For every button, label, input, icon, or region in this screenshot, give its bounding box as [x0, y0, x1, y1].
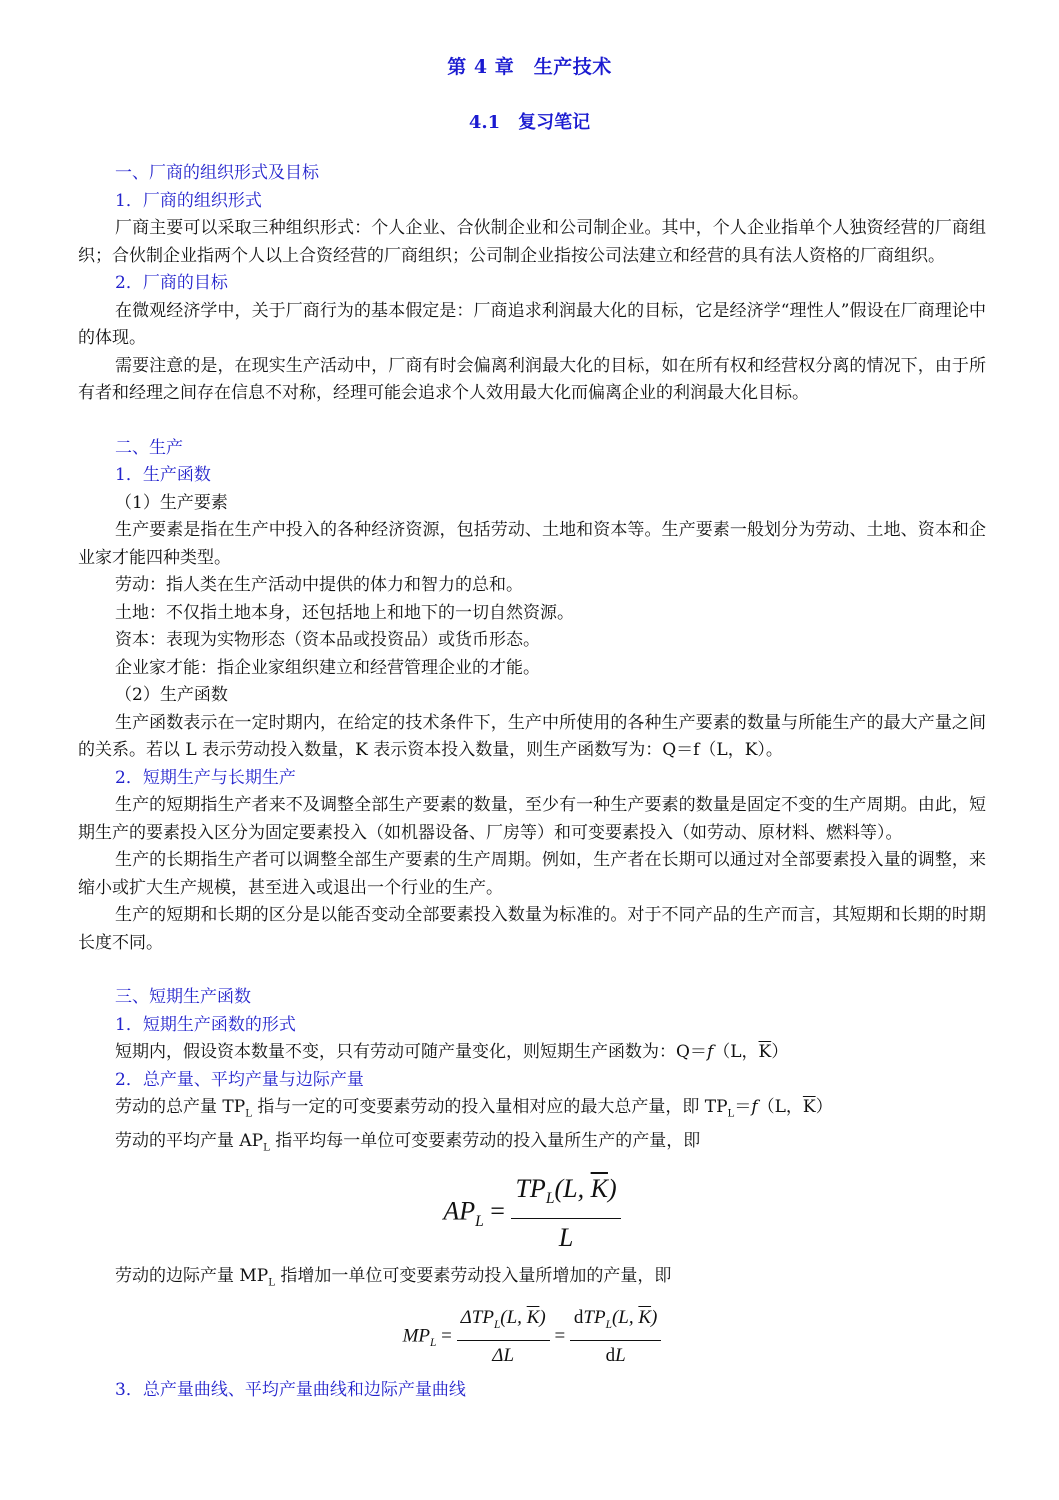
- list-item: 土地：不仅指土地本身，还包括地上和地下的一切自然资源。: [115, 602, 574, 623]
- subheading-1-1: 1．厂商的组织形式: [115, 190, 262, 211]
- fraction: $\frac{dTP_L(L, \overline{K})}{dL}$: [570, 1305, 661, 1369]
- total-product-line: 劳动的总产量 $TP_L$ 指与一定的可变要素劳动的投入量相对应的最大总产量，即 $TP_L=f(L$，$\overline{K}$）: [115, 1097, 833, 1120]
- section-heading-2: 二、生产: [115, 437, 183, 458]
- subheading-3-2: 2．总产量、平均产量与边际产量: [115, 1069, 364, 1090]
- average-product-formula: $AP_L$ = $\frac{TP_L(L, \overline{K})}{L}$: [78, 1172, 986, 1255]
- subsubheading-2-1-2: （2）生产函数: [115, 685, 228, 705]
- paragraph: 厂商主要可以采取三种组织形式：个人企业、合伙制企业和公司制企业。其中，个人企业指单个人独资经营的厂商组织；合伙制企业指两个人以上合资经营的厂商组织；公司制企业指按公司法建立和经营的具有法人资格的厂商组织。: [78, 218, 986, 266]
- section-heading-3: 三、短期生产函数: [115, 987, 251, 1007]
- paragraph: 需要注意的是，在现实生产活动中，厂商有时会偏离利润最大化的目标，如在所有权和经营权分离的情况下，由于所有者和经理之间存在信息不对称，经理可能会追求个人效用最大化而偏离企业的利润最大化目标。: [78, 355, 986, 403]
- subheading-1-2: 2．厂商的目标: [115, 273, 228, 293]
- list-item: 企业家才能：指企业家组织建立和经营管理企业的才能。: [115, 657, 540, 678]
- average-product-line: 劳动的平均产量 $AP_L$ 指平均每一单位可变要素劳动的投入量所生产的产量，即: [115, 1130, 701, 1154]
- marginal-product-formula: $MP_L$ = $\frac{\Delta TP_L(L, \overline{K})}{\Delta L}$ = $\frac{dTP_L(L, \overline{K})}{dL}$: [78, 1305, 986, 1369]
- list-item: 资本：表现为实物形态（资本品或投资品）或货币形态。: [115, 630, 540, 650]
- fraction: $\frac{\Delta TP_L(L, \overline{K})}{\Delta L}$: [457, 1305, 550, 1369]
- marginal-product-line: 劳动的边际产量 $MP_L$ 指增加一单位可变要素劳动投入量所增加的产量，即: [115, 1265, 672, 1289]
- paragraph: 在微观经济学中，关于厂商行为的基本假定是：厂商追求利润最大化的目标，它是经济学“理性人”假设在厂商理论中的体现。: [78, 300, 986, 348]
- section-heading-1: 一、厂商的组织形式及目标: [115, 163, 319, 183]
- paragraph: 生产的长期指生产者可以调整全部生产要素的生产周期。例如，生产者在长期可以通过对全部要素投入量的调整，来缩小或扩大生产规模，甚至进入或退出一个行业的生产。: [78, 850, 986, 898]
- subheading-3-1: 1．短期生产函数的形式: [115, 1014, 296, 1035]
- paragraph: 生产的短期和长期的区分是以能否变动全部要素投入数量为标准的。对于不同产品的生产而言，其短期和长期的时期长度不同。: [78, 905, 986, 953]
- fraction: $\frac{TP_L(L, \overline{K})}{L}$: [511, 1172, 620, 1255]
- subheading-2-2: 2．短期生产与长期生产: [115, 767, 296, 788]
- list-item: 劳动：指人类在生产活动中提供的体力和智力的总和。: [115, 575, 523, 595]
- spacer: [78, 408, 986, 435]
- paragraph: 生产函数表示在一定时期内，在给定的技术条件下，生产中所使用的各种生产要素的数量与所能生产的最大产量之间的关系。若以 L 表示劳动投入数量，K 表示资本投入数量，则生产函数写为：Q＝f（L，K）。: [78, 712, 986, 760]
- chapter-title: 第 4 章 生产技术: [447, 56, 612, 78]
- spacer: [78, 957, 986, 984]
- section-title: 4.1 复习笔记: [468, 112, 591, 133]
- subheading-3-3: 3．总产量曲线、平均产量曲线和边际产量曲线: [115, 1379, 466, 1400]
- subsubheading-2-1-1: （1）生产要素: [115, 492, 228, 513]
- paragraph: 生产要素是指在生产中投入的各种经济资源，包括劳动、土地和资本等。生产要素一般划分为劳动、土地、资本和企业家才能四种类型。: [78, 520, 986, 568]
- paragraph: 生产的短期指生产者来不及调整全部生产要素的数量，至少有一种生产要素的数量是固定不变的生产周期。由此，短期生产的要素投入区分为固定要素投入（如机器设备、厂房等）和可变要素投入（如劳动、原材料、燃料等）。: [78, 795, 986, 843]
- short-run-function-line: 短期内，假设资本数量不变，只有劳动可随产量变化，则短期生产函数为：Q＝f（L，$\overline{K}$）: [115, 1042, 789, 1062]
- subheading-2-1: 1．生产函数: [115, 465, 211, 485]
- document-body: [78, 160, 986, 1404]
